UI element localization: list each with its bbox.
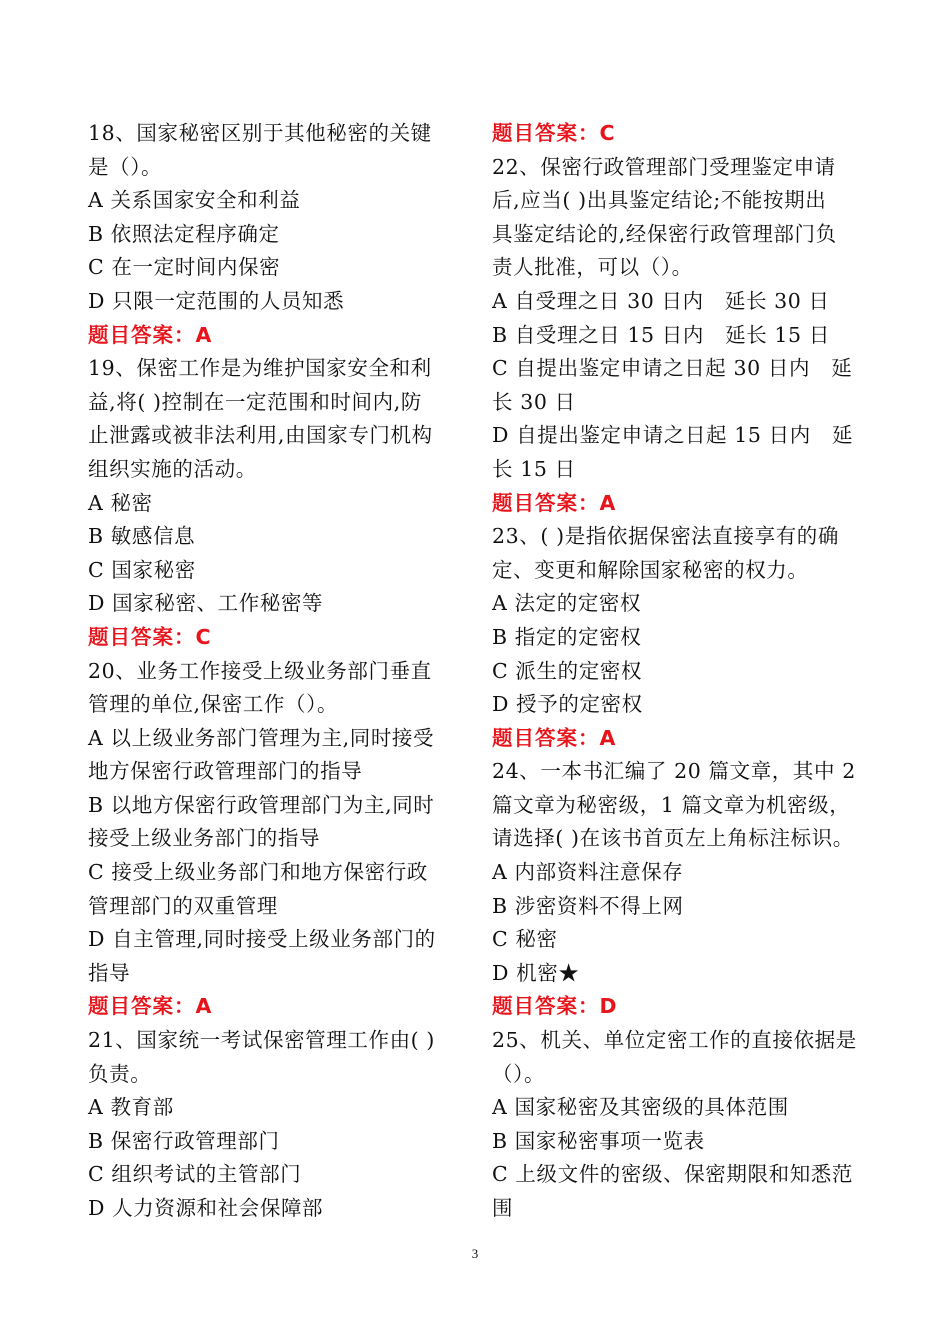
answer-line: 题目答案：D xyxy=(492,994,618,1019)
question-line: 止泄露或被非法利用,由国家专门机构 xyxy=(88,423,433,448)
question-line: D 只限一定范围的人员知悉 xyxy=(88,288,345,313)
answer-line: 题目答案：C xyxy=(88,624,212,649)
answer-line: 题目答案：A xyxy=(492,725,617,750)
question-line: 组织实施的活动。 xyxy=(88,456,257,481)
question-line: 18、国家秘密区别于其他秘密的关键 xyxy=(88,121,432,145)
question-line: A 内部资料注意保存 xyxy=(492,860,684,885)
question-line: A 国家秘密及其密级的具体范围 xyxy=(492,1095,789,1120)
question-line: D 国家秘密、工作秘密等 xyxy=(88,591,324,616)
question-line: D 机密★ xyxy=(492,960,580,985)
question-line: 具鉴定结论的,经保密行政管理部门负 xyxy=(492,221,837,246)
right-column xyxy=(492,117,877,1226)
question-line: 地方保密行政管理部门的指导 xyxy=(88,759,363,784)
answer-line: 题目答案：A xyxy=(88,322,213,347)
question-line: C 秘密 xyxy=(492,927,558,952)
question-line: D 自主管理,同时接受上级业务部门的 xyxy=(88,927,436,952)
question-line: 负责。 xyxy=(88,1061,152,1086)
question-line: 篇文章为秘密级，1 篇文章为机密级， xyxy=(492,792,851,817)
question-line: 25、机关、单位定密工作的直接依据是 xyxy=(492,1028,857,1053)
question-line: 长 15 日 xyxy=(492,456,576,481)
question-line: D 授予的定密权 xyxy=(492,692,643,717)
question-line: C 自提出鉴定申请之日起 30 日内 延 xyxy=(492,356,853,381)
answer-line: 题目答案：A xyxy=(88,994,213,1019)
question-line: 管理部门的双重管理 xyxy=(88,893,278,918)
question-line: 24、一本书汇编了 20 篇文章，其中 2 xyxy=(492,759,856,784)
question-line: C 国家秘密 xyxy=(88,557,196,582)
question-line: 23、( )是指依据保密法直接享有的确 xyxy=(492,524,839,549)
question-line: 定、变更和解除国家秘密的权力。 xyxy=(492,557,809,582)
question-line: 指导 xyxy=(88,960,131,985)
question-line: C 派生的定密权 xyxy=(492,658,643,683)
question-line: A 教育部 xyxy=(88,1095,174,1120)
question-line: 长 30 日 xyxy=(492,389,576,414)
question-line: 围 xyxy=(492,1196,514,1220)
question-line: C 上级文件的密级、保密期限和知悉范 xyxy=(492,1162,854,1187)
question-line: 20、业务工作接受上级业务部门垂直 xyxy=(88,658,432,683)
answer-line: 题目答案：A xyxy=(492,490,617,515)
question-line: 管理的单位,保密工作（）。 xyxy=(88,692,339,717)
question-line: 19、保密工作是为维护国家安全和利 xyxy=(88,356,432,381)
question-line: A 以上级业务部门管理为主,同时接受 xyxy=(88,725,435,750)
page-number: 3 xyxy=(471,1246,479,1261)
question-line: 是（）。 xyxy=(88,154,163,179)
question-line: A 秘密 xyxy=(88,490,153,515)
answer-line: 题目答案：C xyxy=(492,121,616,145)
question-line: B 自受理之日 15 日内 延长 15 日 xyxy=(492,322,830,347)
question-line: A 关系国家安全和利益 xyxy=(88,188,301,213)
left-column xyxy=(88,117,473,1226)
question-line: B 保密行政管理部门 xyxy=(88,1128,280,1153)
question-line: B 国家秘密事项一览表 xyxy=(492,1128,705,1153)
question-line: 后,应当( )出具鉴定结论;不能按期出 xyxy=(492,188,827,213)
question-line: （）。 xyxy=(492,1061,546,1086)
question-line: 21、国家统一考试保密管理工作由( ) xyxy=(88,1028,435,1053)
question-line: 责人批准，可以（）。 xyxy=(492,255,693,280)
question-line: A 自受理之日 30 日内 延长 30 日 xyxy=(492,288,830,313)
question-line: A 法定的定密权 xyxy=(492,591,642,616)
question-line: B 依照法定程序确定 xyxy=(88,221,280,246)
question-line: 益,将( )控制在一定范围和时间内,防 xyxy=(88,389,422,414)
question-line: D 自提出鉴定申请之日起 15 日内 延 xyxy=(492,423,854,448)
question-line: B 以地方保密行政管理部门为主,同时 xyxy=(88,792,435,817)
question-line: B 指定的定密权 xyxy=(492,624,642,649)
question-line: D 人力资源和社会保障部 xyxy=(88,1196,324,1220)
question-line: C 在一定时间内保密 xyxy=(88,255,281,280)
question-line: 请选择( )在该书首页左上角标注标识。 xyxy=(492,826,854,851)
question-line: B 涉密资料不得上网 xyxy=(492,893,684,918)
question-line: B 敏感信息 xyxy=(88,524,196,549)
question-line: C 组织考试的主管部门 xyxy=(88,1162,302,1187)
question-line: 接受上级业务部门的指导 xyxy=(88,826,321,851)
question-line: 22、保密行政管理部门受理鉴定申请 xyxy=(492,154,836,179)
question-line: C 接受上级业务部门和地方保密行政 xyxy=(88,860,428,885)
